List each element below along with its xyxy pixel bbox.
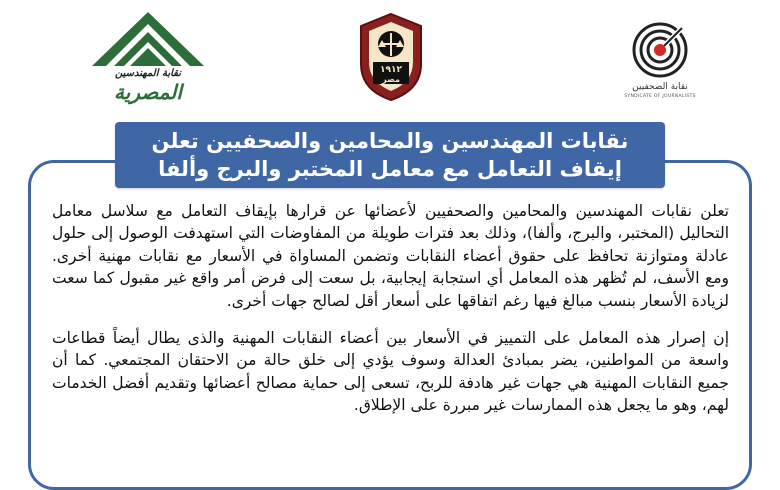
engineers-triangle-icon (92, 10, 204, 70)
announcement-body (52, 200, 729, 432)
header-logos (0, 0, 780, 118)
engineers-logo-line1: نقابة المهندسين (114, 68, 181, 79)
journalists-syndicate-logo (620, 22, 700, 106)
body-paragraph-2: إن إصرار هذه المعامل على التمييز في الأسعار بين أعضاء النقابات المهنية والذى يطال أيضاً قطاعات واسعة من المواطنين، يضر بمبادئ العدالة وسوف يؤدي إلى خلق حالة من الاحتقان المجتمعي. كما أن جميع النقابات المهنية هي جهات غير هادفة للربح، تسعى إلى حماية مصالح أعضائها وتقديم أفضل الخدمات لهم، وهو ما يجعل هذه الممارسات غير مبررة على الإطلاق. (52, 329, 729, 415)
headline-line-1: نقابات المهندسين والمحامين والصحفيين تعلن (151, 129, 629, 153)
lawyers-emblem-icon (355, 12, 427, 102)
body-paragraph-1: تعلن نقابات المهندسين والمحامين والصحفيين لأعضائها عن قرارها بإيقاف التعامل مع سلاسل معامل التحاليل (المختبر، والبرج، وألفا)، وذلك بعد فترات طويلة من المفاوضات التي استهدفت الوصول إلى حلول عادلة ومتوازنة تحافظ على حقوق أعضاء النقابات وتضمن المساواة في الأسعار مع نقابات مهنية أخرى. ومع الأسف، لم تُظهر هذه المعامل أي استجابة إيجابية، بل سعت إلى فرض أمر واقع غير مقبول كما سعت لزيادة الأسعار بنسب مبالغ فيها رغم اتفاقها على أسعار أقل لصالح جهات أخرى. (52, 202, 729, 310)
headline-banner (115, 122, 665, 188)
headline-line-2: إيقاف التعامل مع معامل المختبر والبرج وألفا (158, 157, 622, 181)
lawyers-syndicate-logo (355, 12, 427, 102)
lawyers-logo-country: مصر (382, 75, 400, 84)
journalists-target-icon (620, 22, 700, 80)
journalists-logo-name-en: SYNDICATE OF JOURNALISTS (624, 94, 696, 99)
engineers-logo-line2: المصرية (114, 80, 182, 104)
engineers-syndicate-logo (92, 10, 204, 105)
lawyers-logo-year: ١٩١٢ (380, 65, 402, 75)
journalists-logo-name-ar: نقابة الصحفيين (632, 82, 688, 92)
